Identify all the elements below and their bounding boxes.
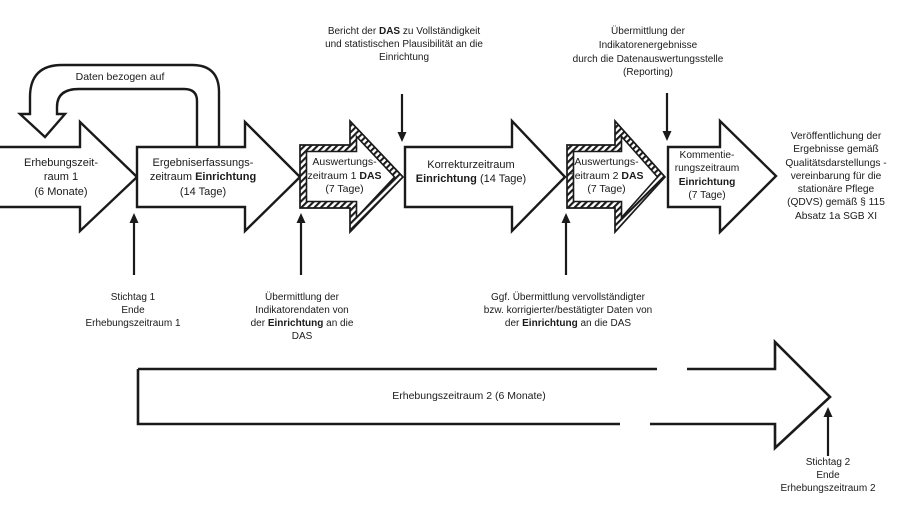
t: Erhebungszeit- — [24, 157, 98, 169]
pointer-bericht-das-down-arrow — [398, 94, 407, 142]
komm-line4 — [672, 189, 742, 202]
komm-line1 — [672, 149, 742, 162]
komm-line3 — [672, 176, 742, 189]
bold-das: DAS — [378, 26, 401, 37]
result-line5 — [776, 183, 896, 196]
result-line1 — [776, 130, 896, 143]
annotation-korrigierte-daten — [458, 291, 678, 330]
t: (6 Monate) — [34, 185, 88, 198]
t: (14 Tage) — [479, 173, 527, 186]
pointer-stichtag-2-up-arrow — [824, 407, 833, 456]
ausw1-line1 — [300, 156, 389, 170]
result-line4 — [776, 170, 896, 183]
result-line6 — [776, 196, 896, 209]
indik-line4 — [242, 330, 362, 343]
label-auswertung-1 — [300, 156, 389, 197]
erhebung1-line2 — [0, 170, 122, 184]
erhebung2-label — [169, 390, 769, 404]
t: Einrichtung — [378, 52, 430, 63]
reporting-line2 — [562, 39, 734, 53]
bericht-line3 — [318, 51, 490, 64]
stichtag2-line1 — [768, 457, 888, 470]
t: Stichtag 2 — [805, 457, 851, 468]
t: an die DAS — [580, 318, 632, 329]
t: durch die Datenauswertungsstelle — [572, 53, 724, 65]
t: (7 Tage) — [325, 183, 364, 195]
bold-einrichtung: Einrichtung — [415, 173, 477, 186]
stichtag1-line3 — [73, 317, 193, 330]
komm-line2 — [672, 162, 742, 175]
t: (QDVS) gemäß § 115 — [787, 197, 885, 209]
t: Erhebungszeitraum 2 (6 Monate) — [392, 390, 546, 402]
t: Indikatorenergebnisse — [598, 39, 698, 51]
indik-line3 — [242, 317, 362, 330]
reporting-line3 — [562, 53, 734, 67]
t: Indikatorendaten von — [255, 305, 349, 316]
t: raum 1 — [43, 171, 79, 184]
reporting-line4 — [562, 66, 734, 80]
pointer-reporting-down-arrow — [663, 93, 672, 141]
t: und statistischen Plausibilität an die — [325, 39, 483, 50]
result-line3 — [776, 157, 896, 170]
stichtag2-line2 — [768, 470, 888, 483]
t: Absatz 1a SGB XI — [794, 210, 878, 222]
t: Korrekturzeitraum — [427, 159, 515, 171]
bold-das: DAS — [359, 169, 382, 182]
bericht-line2 — [318, 38, 490, 51]
bold-das: DAS — [621, 169, 644, 182]
ausw2-line2 — [562, 170, 651, 184]
stichtag2-line3 — [768, 483, 888, 496]
korr-line1 — [458, 291, 678, 304]
t: vereinbarung für die — [790, 170, 882, 182]
korr-line3 — [458, 317, 678, 330]
erhebung1-line1 — [0, 156, 122, 170]
bold-einrichtung: Einrichtung — [678, 176, 736, 188]
result-text-block — [776, 130, 896, 223]
label-kommentierung — [672, 149, 742, 202]
indik-line2 — [242, 304, 362, 317]
annotation-indikatorendaten — [242, 291, 362, 343]
stichtag1-line1 — [73, 291, 193, 304]
loop-label: Daten bezogen auf — [75, 71, 165, 83]
t: Ergebnisse gemäß — [793, 144, 879, 156]
reporting-line1 — [562, 25, 734, 39]
pointer-korrigierte-daten-up-arrow — [562, 213, 571, 275]
ergebnis-line1 — [141, 156, 265, 170]
annotation-reporting — [562, 25, 734, 80]
annotation-stichtag-2 — [768, 457, 888, 495]
t: Erhebungszeitraum 2 — [780, 482, 876, 494]
ausw2-line3 — [562, 183, 651, 197]
bold-einrichtung: Einrichtung — [267, 318, 324, 329]
ergebnis-line2 — [141, 170, 265, 184]
t: Stichtag 1 — [110, 292, 156, 303]
feedback-loop-label-text — [62, 71, 178, 85]
t: Ergebniserfassungs- — [152, 157, 254, 169]
t: zeitraum 2 — [569, 169, 619, 182]
t: DAS — [291, 331, 313, 342]
korr-line2 — [458, 304, 678, 317]
ergebnis-line3 — [141, 185, 265, 199]
bericht-line1 — [318, 25, 490, 38]
erhebung1-line3 — [0, 185, 122, 199]
t: Auswertungs- — [312, 156, 377, 168]
label-korrekturzeitraum — [408, 158, 534, 187]
stichtag1-line2 — [73, 304, 193, 317]
t: zeitraum 1 — [307, 169, 357, 182]
t: Ggf. Übermittlung vervollständigter — [491, 292, 645, 303]
bold-einrichtung: Einrichtung — [195, 171, 257, 184]
t: stationäre Pflege — [797, 184, 875, 196]
t: (7 Tage) — [688, 189, 726, 201]
t: (7 Tage) — [587, 183, 626, 195]
t: Erhebungszeitraum 1 — [85, 318, 181, 329]
bold-einrichtung: Einrichtung — [522, 318, 578, 329]
t: Bericht der — [327, 26, 377, 37]
t: der — [250, 318, 266, 329]
t: Kommentie- — [679, 150, 735, 161]
annotation-bericht-das — [318, 25, 490, 64]
t: Ende — [121, 305, 145, 316]
annotation-stichtag-1 — [73, 291, 193, 330]
indik-line1 — [242, 291, 362, 304]
pointer-stichtag-1-up-arrow — [130, 213, 139, 275]
result-line7 — [776, 210, 896, 223]
t: bzw. korrigierter/bestätigter Daten von — [483, 305, 653, 316]
t: rungszeitraum — [674, 163, 740, 175]
result-line2 — [776, 143, 896, 156]
t: zu Vollständigkeit — [402, 26, 481, 37]
t: Übermittlung der — [611, 26, 685, 37]
t: der — [504, 318, 520, 329]
t: Qualitätsdarstellungs - — [785, 157, 887, 169]
korrektur-line2 — [408, 172, 534, 186]
ausw2-line1 — [562, 156, 651, 170]
t: an die — [326, 318, 354, 329]
ausw1-line2 — [300, 170, 389, 184]
ausw1-line3 — [300, 183, 389, 197]
korrektur-line1 — [408, 158, 534, 172]
label-erhebungszeitraum-1 — [0, 156, 122, 199]
feedback-loop-label — [62, 71, 178, 85]
t: zeitraum — [149, 171, 192, 184]
label-ergebniserfassung — [141, 156, 265, 199]
t: Auswertungs- — [574, 156, 639, 168]
pointer-indikatorendaten-up-arrow — [297, 213, 306, 275]
t: (Reporting) — [622, 67, 674, 79]
t: Ende — [816, 469, 840, 481]
label-auswertung-2 — [562, 156, 651, 197]
t: Übermittlung der — [265, 292, 339, 303]
label-erhebungszeitraum-2 — [169, 390, 769, 404]
t: Veröffentlichung der — [790, 131, 882, 142]
t: (14 Tage) — [179, 185, 227, 198]
